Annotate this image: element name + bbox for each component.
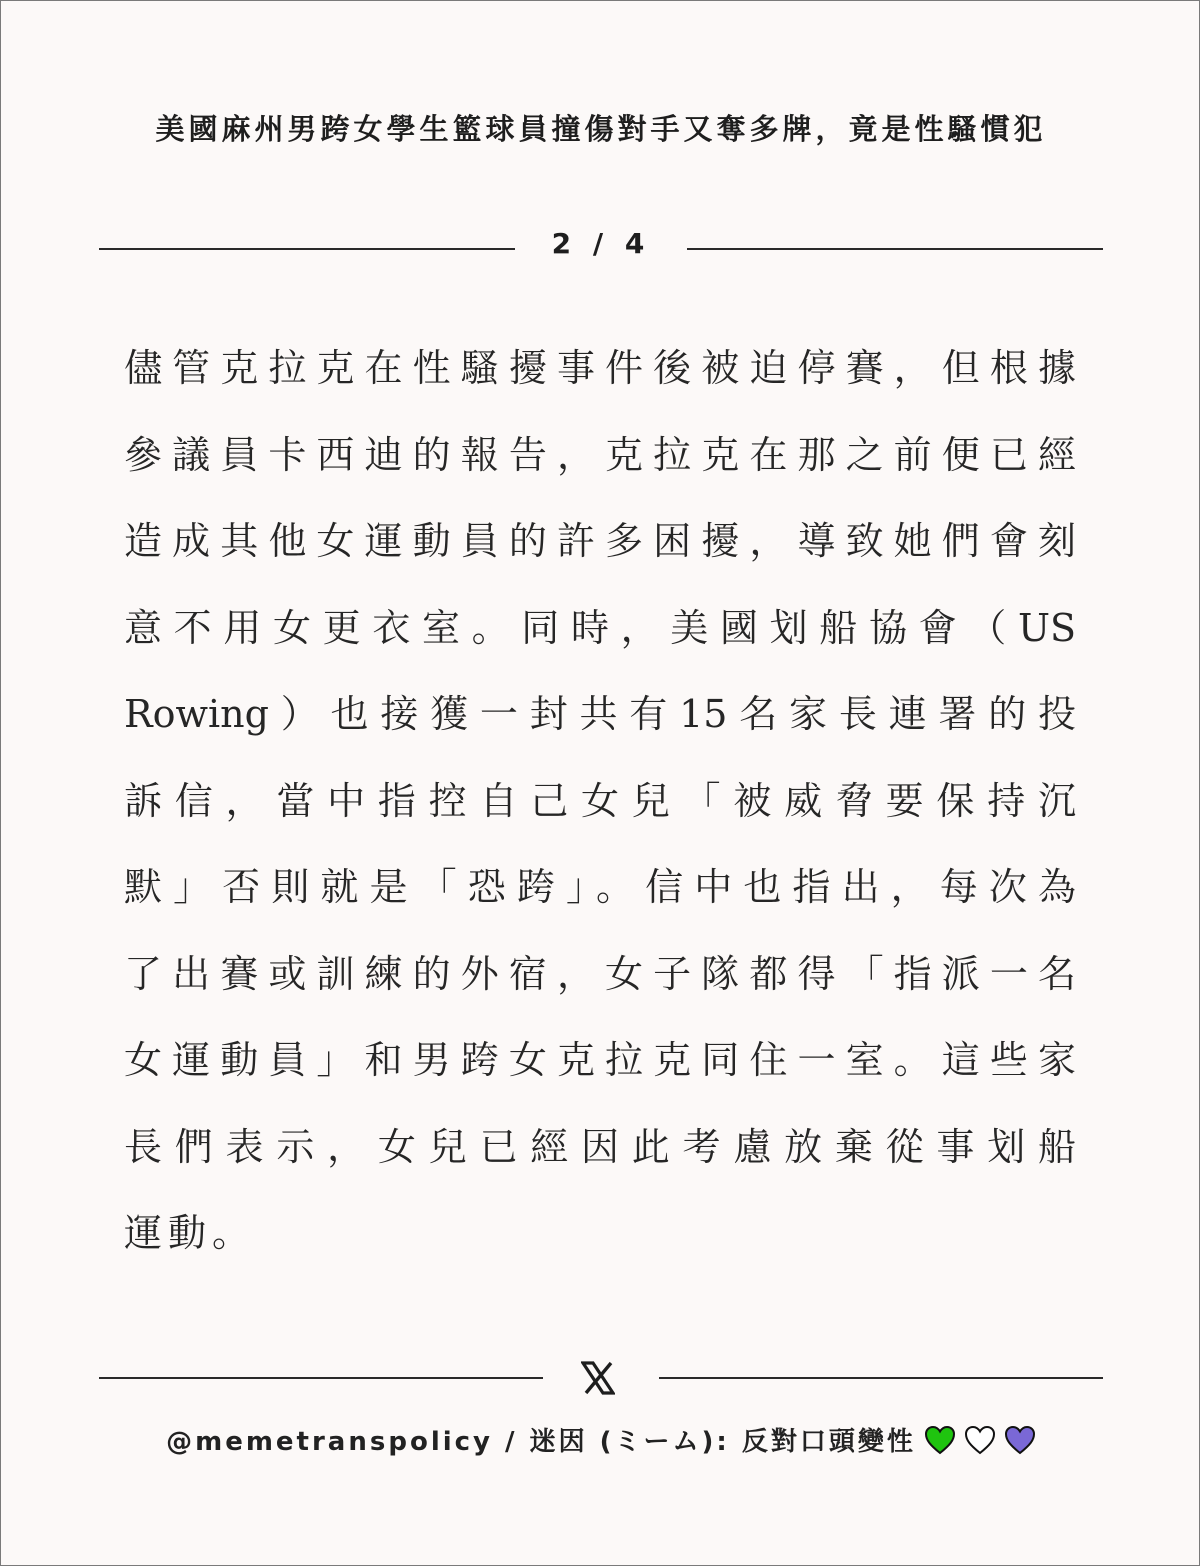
x-logo-icon bbox=[581, 1361, 615, 1395]
purple-heart-icon bbox=[1004, 1425, 1036, 1455]
body-line: 長們表示，女兒已經因此考慮放棄從事划船 bbox=[124, 1124, 1076, 1169]
white-heart-icon bbox=[964, 1425, 996, 1455]
body-line: 訴信，當中指控自己女兒「被威脅要保持沉 bbox=[124, 778, 1076, 823]
footer-credit bbox=[81, 1421, 1121, 1458]
page-title: 美國麻州男跨女學生籃球員撞傷對手又奪多牌，竟是性騷慣犯 bbox=[155, 112, 1047, 146]
body-line: 儘管克拉克在性騷擾事件後被迫停賽，但根據 bbox=[124, 346, 1076, 390]
body-line: 了出賽或訓練的外宿，女子隊都得「指派一名 bbox=[124, 951, 1076, 996]
body-line: Rowing）也接獲一封共有15名家長連署的投 bbox=[124, 692, 1076, 736]
body-line: 意不用女更衣室。同時，美國划船協會（US bbox=[124, 605, 1076, 650]
page-indicator: 2 / 4 bbox=[551, 227, 651, 260]
author-handle: @memetranspolicy / 迷因 (ミーム): 反對口頭變性 bbox=[166, 1427, 916, 1457]
body-line: 參議員卡西迪的報告，克拉克在那之前便已經 bbox=[124, 432, 1076, 477]
footer-divider-left bbox=[99, 1377, 543, 1379]
body-line: 默」否則就是「恐跨」。信中也指出，每次為 bbox=[124, 865, 1076, 909]
body-line: 造成其他女運動員的許多困擾，導致她們會刻 bbox=[124, 519, 1076, 563]
body-line: 女運動員」和男跨女克拉克同住一室。這些家 bbox=[124, 1038, 1076, 1082]
header-divider-right bbox=[687, 248, 1103, 250]
body-line: 運動。 bbox=[124, 1211, 257, 1255]
header-divider-left bbox=[99, 248, 515, 250]
green-heart-icon bbox=[924, 1425, 956, 1455]
article-body bbox=[124, 325, 1076, 1277]
footer-divider-right bbox=[659, 1377, 1103, 1379]
